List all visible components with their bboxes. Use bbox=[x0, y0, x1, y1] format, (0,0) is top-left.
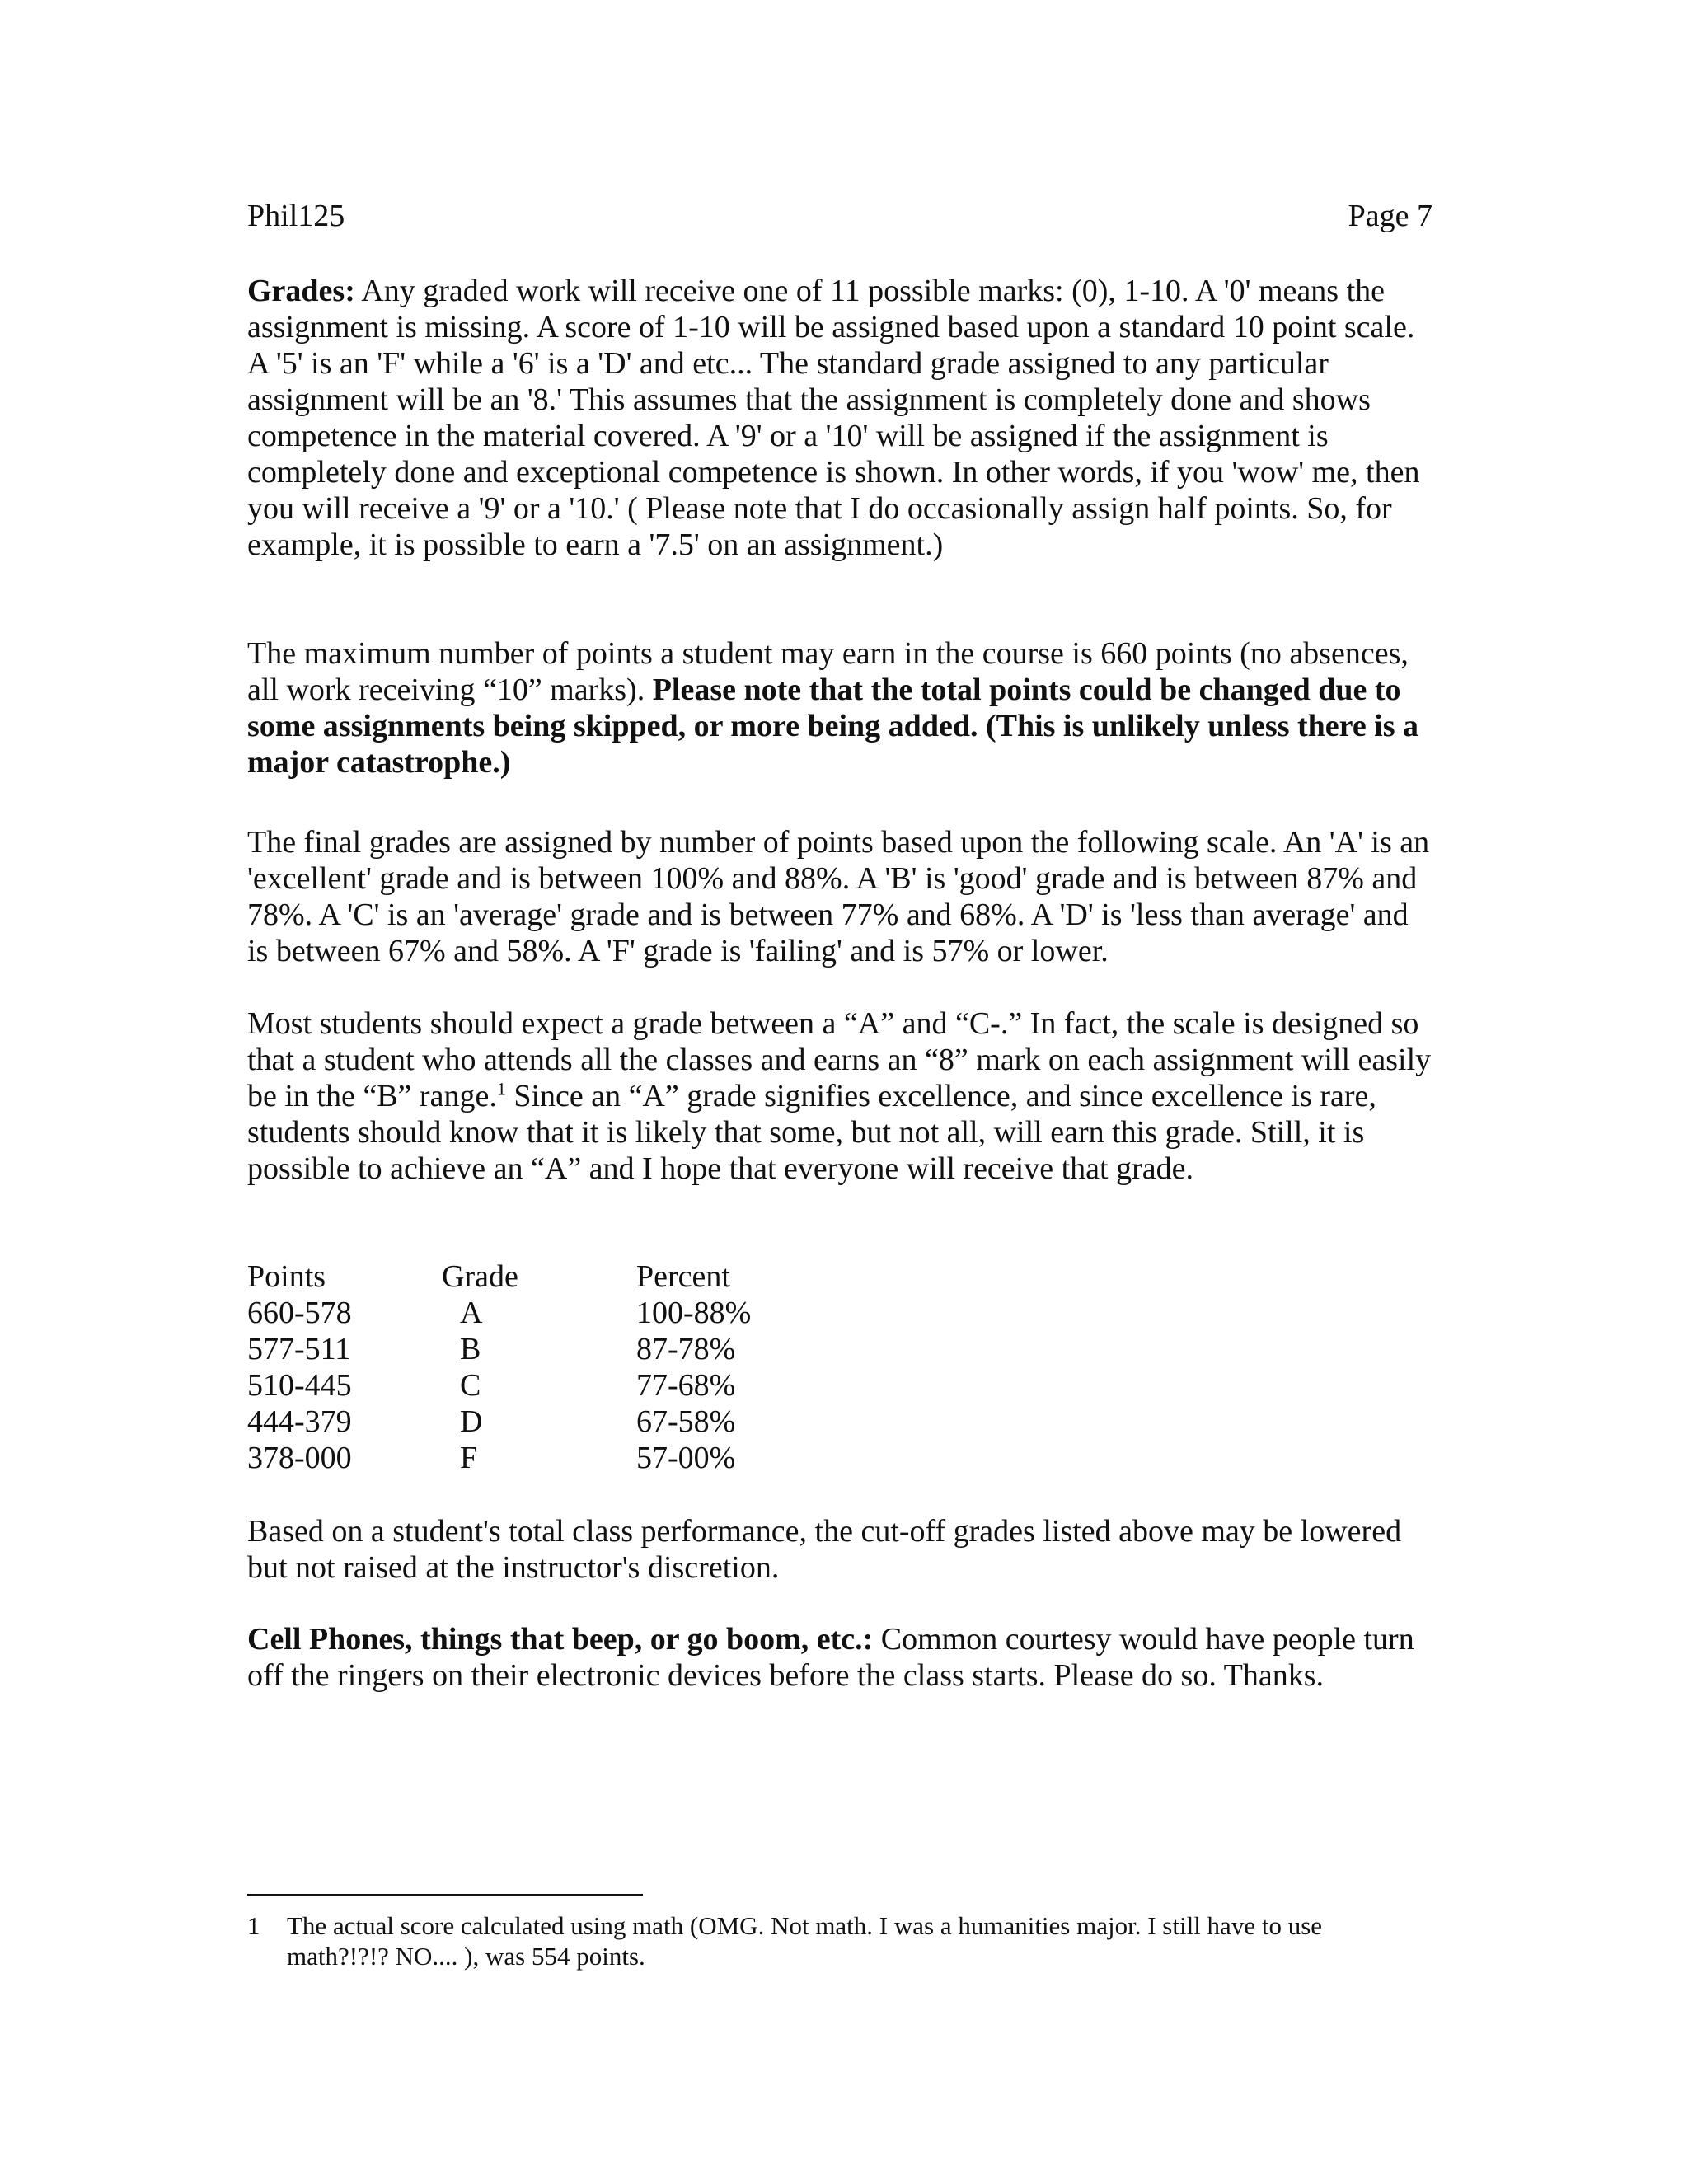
expectation-text-after: Since an “A” grade signifies excellence, and since excellence is rare, students should know that it is likely that some, but not all, will earn this grade. Still, it is possible to achieve an “A” and I hope that everyone will receive that grade. bbox=[247, 1079, 1376, 1186]
grade-scale-table bbox=[247, 1258, 751, 1476]
expectation-paragraph bbox=[247, 1005, 1434, 1187]
course-code: Phil125 bbox=[247, 199, 345, 233]
page-number: Page 7 bbox=[1348, 199, 1432, 233]
cell-phones-paragraph bbox=[247, 1621, 1434, 1694]
cell-points: 510-445 bbox=[247, 1368, 352, 1403]
table-header-row bbox=[247, 1258, 751, 1295]
cell-grade: F bbox=[460, 1441, 478, 1475]
header-grade: Grade bbox=[442, 1259, 518, 1294]
cell-grade: C bbox=[460, 1368, 481, 1403]
footnote-text: The actual score calculated using math (OMG. Not math. I was a humanities major. I still have to use math?!?!? NO.... ), was 554 points. bbox=[287, 1911, 1323, 1971]
maximum-points-text: The maximum number of points a student may earn in the course is 660 points (no absences, all work receiving “10” marks). bbox=[247, 636, 1409, 707]
table-row bbox=[247, 1404, 751, 1440]
cell-grade: A bbox=[460, 1296, 483, 1330]
cell-phones-text: Common courtesy would have people turn off the ringers on their electronic devices before the class starts. Please do so. Thanks. bbox=[247, 1622, 1414, 1693]
cell-percent: 57-00% bbox=[636, 1441, 736, 1475]
cell-grade: B bbox=[460, 1332, 481, 1366]
cell-percent: 77-68% bbox=[636, 1368, 736, 1403]
footnote-reference: 1 bbox=[496, 1078, 506, 1099]
cell-points: 378-000 bbox=[247, 1441, 352, 1475]
grades-text: Any graded work will receive one of 11 possible marks: (0), 1-10. A '0' means the assignment is missing. A score of 1-10 will be assigned based upon a standard 10 point scale. A '5' is an 'F' while a '6' is a 'D' and etc... The standard grade assigned to any particular assignment will be an '8.' This assumes that the assignment is completely done and shows competence in the material covered. A '9' or a '10' will be assigned if the assignment is completely done and exceptional competence is shown. In other words, if you 'wow' me, then you will receive a '9' or a '10.' ( Please note that I do occasionally assign half points. So, for example, it is possible to earn a '7.5' on an assignment.) bbox=[247, 274, 1420, 562]
cell-grade: D bbox=[460, 1404, 483, 1439]
table-row bbox=[247, 1367, 751, 1404]
cell-percent: 100-88% bbox=[636, 1296, 752, 1330]
grades-paragraph bbox=[247, 273, 1434, 563]
page-header bbox=[247, 198, 1432, 234]
footnote-number: 1 bbox=[247, 1911, 260, 1940]
table-row bbox=[247, 1295, 751, 1331]
maximum-points-note: Please note that the total points could be changed due to some assignments being skipped, or more being added. (This is unlikely unless there is a major catastrophe.) bbox=[247, 673, 1419, 780]
expectation-text-before: Most students should expect a grade between a “A” and “C-.” In fact, the scale is designed so that a student who attends all the classes and earns an “8” mark on each assignment will easily be in the “B” range. bbox=[247, 1006, 1432, 1113]
cell-phones-heading: Cell Phones, things that beep, or go boom, etc.: bbox=[247, 1622, 874, 1657]
maximum-points-paragraph bbox=[247, 635, 1434, 780]
table-row bbox=[247, 1440, 751, 1476]
cutoff-paragraph: Based on a student's total class performance, the cut-off grades listed above may be lowered but not raised at the instructor's discretion. bbox=[247, 1514, 1402, 1585]
footnote-divider bbox=[247, 1894, 643, 1896]
table-row bbox=[247, 1331, 751, 1367]
header-points: Points bbox=[247, 1259, 326, 1294]
cell-points: 577-511 bbox=[247, 1332, 351, 1366]
cell-points: 660-578 bbox=[247, 1296, 352, 1330]
cell-percent: 67-58% bbox=[636, 1404, 736, 1439]
cell-percent: 87-78% bbox=[636, 1332, 736, 1366]
cell-points: 444-379 bbox=[247, 1404, 352, 1439]
grades-heading: Grades: bbox=[247, 274, 355, 308]
final-grades-paragraph: The final grades are assigned by number of points based upon the following scale. An 'A' is an 'excellent' grade and is between 100% and 88%. A 'B' is 'good' grade and is between 87% and 78%. A 'C' is an 'average' grade and is between 77% and 68%. A 'D' is 'less than average' and is between 67% and 58%. A 'F' grade is 'failing' and is 57% or lower. bbox=[247, 825, 1430, 968]
header-percent: Percent bbox=[636, 1259, 730, 1294]
